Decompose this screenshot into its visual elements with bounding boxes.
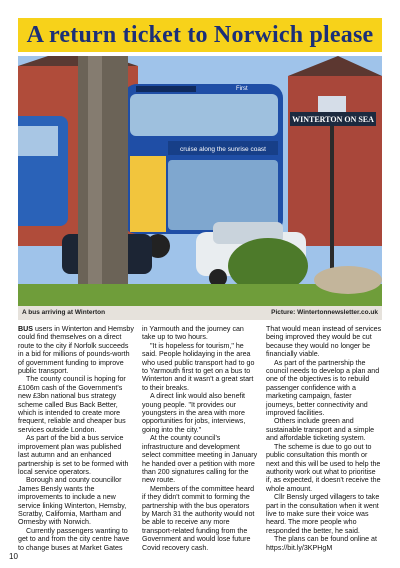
paragraph: Currently passengers wanting to get to and from the city centre have to change buses at Market Gates bbox=[18, 526, 130, 552]
paragraph: The county council is hoping for £106m cash of the Government's new £3bn national bus strategy scheme called Bus Back Better, which is intended to create more frequent, reliable and cheaper bus services outside London. bbox=[18, 375, 126, 434]
photo-caption-bar bbox=[18, 306, 382, 320]
paragraph: Cllr Bensly urged villagers to take part in the consultation when it went live to make sure their voice was heard. The more people who responded the better, he said. bbox=[266, 493, 380, 535]
article-photo bbox=[18, 56, 382, 306]
headline-banner bbox=[18, 18, 382, 52]
photo-credit: Picture: Wintertonnewsletter.co.uk bbox=[271, 309, 378, 316]
paragraph: Members of the committee heard if they didn't commit to forming the partnership with the bus operators by March 31 the authority would not be able to receive any more transport-related funding from the Government and would lose future Covid recovery cash. bbox=[142, 484, 255, 552]
page-number: 10 bbox=[9, 552, 18, 561]
paragraph: Others include green and sustainable transport and a simple and affordable ticketing system. bbox=[266, 417, 375, 443]
article-body bbox=[18, 325, 382, 550]
bus-photo-illustration bbox=[18, 56, 382, 306]
bus-slogan: cruise along the sunrise coast bbox=[180, 146, 266, 153]
bus-brand: First bbox=[236, 86, 248, 92]
paragraph: As part of the bid a bus service improvement plan was published last autumn and an enhanced partnership is set to be formed with local service operators. bbox=[18, 434, 129, 476]
paragraph: Borough and county councillor James Bensly wants the improvements to include a new service linking Winterton, Hemsby, Scratby, California, Martham and Ormesby with Norwich. bbox=[18, 476, 127, 527]
paragraph: The scheme is due to go out to public consultation this month or next and this will be used to help the authority work out what to prioritise if, as expected, it doesn't receive the whole amount. bbox=[266, 442, 381, 493]
paragraph: That would mean instead of services being improved they would be cut because they would no longer be financially viable. bbox=[266, 325, 382, 359]
column-2 bbox=[142, 325, 258, 552]
paragraph: BUS users in Winterton and Hemsby could find themselves on a direct route to the city if Norfolk succeeds in a bid for millions of pounds-worth of government funding to improve public transport. bbox=[18, 325, 134, 376]
paragraph: As part of the partnership the council needs to develop a plan and one of the objectives is to rebuild passenger confidence with a marketing campaign, faster journeys, better connectivity and improved facilities. bbox=[266, 358, 380, 418]
paragraph: A direct link would also benefit young people. "It provides our youngsters in the area with more opportunities for jobs, interviews, going into the city." bbox=[142, 392, 246, 434]
paragraph: "It is hopeless for tourism," he said. People holidaying in the area who used public transport had to go to Yarmouth first to get on a bus to Winterton and it wasn't a great start to their breaks. bbox=[142, 341, 255, 392]
paragraph: At the county council's infrastructure and development select committee meeting in January he handed over a petition with more than 200 signatures calling for the new route. bbox=[142, 434, 258, 485]
column-3 bbox=[266, 325, 382, 552]
lead-word: BUS bbox=[18, 325, 33, 333]
photo-caption: A bus arriving at Winterton bbox=[22, 309, 106, 316]
column-1 bbox=[18, 325, 134, 552]
headline: A return ticket to Norwich please bbox=[26, 21, 374, 48]
sign-text: WINTERTON ON SEA bbox=[292, 115, 374, 124]
paragraph: The plans can be found online at https://bit.ly/3KPHgM bbox=[266, 535, 377, 552]
paragraph: in Yarmouth and the journey can take up to two hours. bbox=[142, 325, 244, 342]
